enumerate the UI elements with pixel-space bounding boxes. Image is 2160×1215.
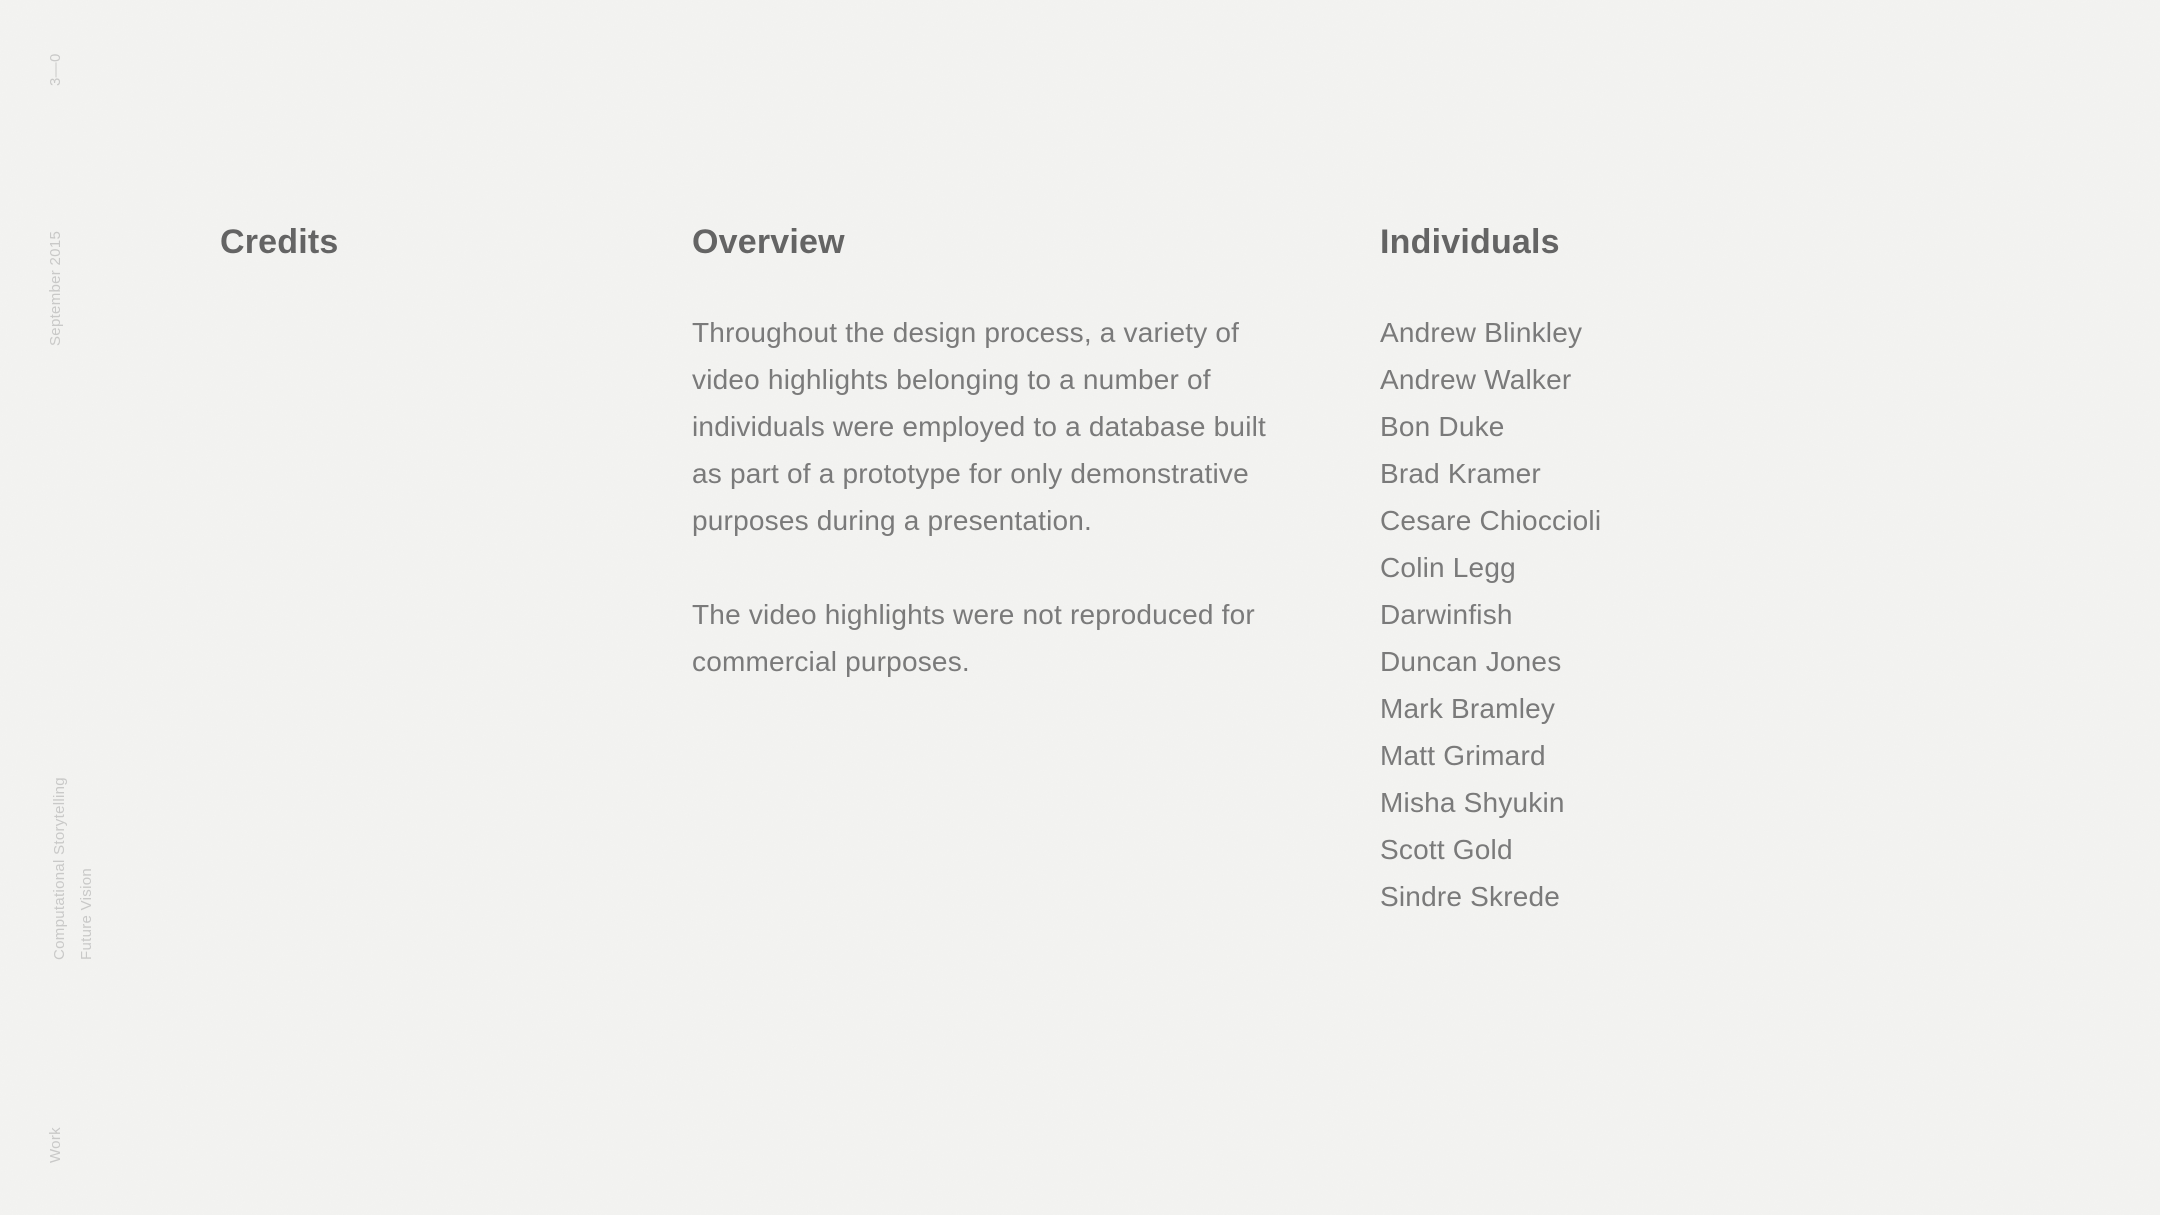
individual-name: Cesare Chioccioli (1380, 505, 1602, 536)
individual-name: Scott Gold (1380, 834, 1513, 865)
individual-name: Sindre Skrede (1380, 881, 1561, 912)
overview-paragraph-1: Throughout the design process, a variety of video highlights belonging to a number of individuals were employed to a database built as part of a prototype for only demonstrative purposes during a presentation. (692, 317, 1267, 536)
sidebar-project-title-line2: Future Vision (78, 867, 95, 960)
individual-name: Andrew Blinkley (1380, 317, 1583, 348)
individuals-list (1380, 309, 1940, 920)
content-columns (220, 222, 1940, 920)
individual-name: Bon Duke (1380, 411, 1505, 442)
individuals-heading: Individuals (1380, 223, 1560, 261)
sidebar-project-title-line1: Computational Storytelling (51, 777, 68, 960)
individual-name: Duncan Jones (1380, 646, 1562, 677)
individuals-column (1380, 222, 1940, 920)
individual-name: Andrew Walker (1380, 364, 1572, 395)
overview-column (692, 222, 1380, 685)
individual-name: Colin Legg (1380, 552, 1516, 583)
sidebar-date: September 2015 (47, 230, 64, 346)
sidebar-nav-work[interactable]: Work (47, 1127, 64, 1163)
individual-name: Misha Shyukin (1380, 787, 1565, 818)
overview-heading: Overview (692, 223, 845, 261)
individual-name: Darwinfish (1380, 599, 1513, 630)
individual-name: Matt Grimard (1380, 740, 1546, 771)
sidebar-page-number: 3—0 (47, 53, 64, 86)
overview-paragraph-2: The video highlights were not reproduced for commercial purposes. (692, 599, 1255, 677)
credits-column (220, 222, 692, 262)
individual-name: Mark Bramley (1380, 693, 1556, 724)
overview-body (692, 309, 1292, 685)
sidebar-project-title (46, 777, 100, 960)
individual-name: Brad Kramer (1380, 458, 1541, 489)
credits-heading: Credits (220, 223, 339, 261)
